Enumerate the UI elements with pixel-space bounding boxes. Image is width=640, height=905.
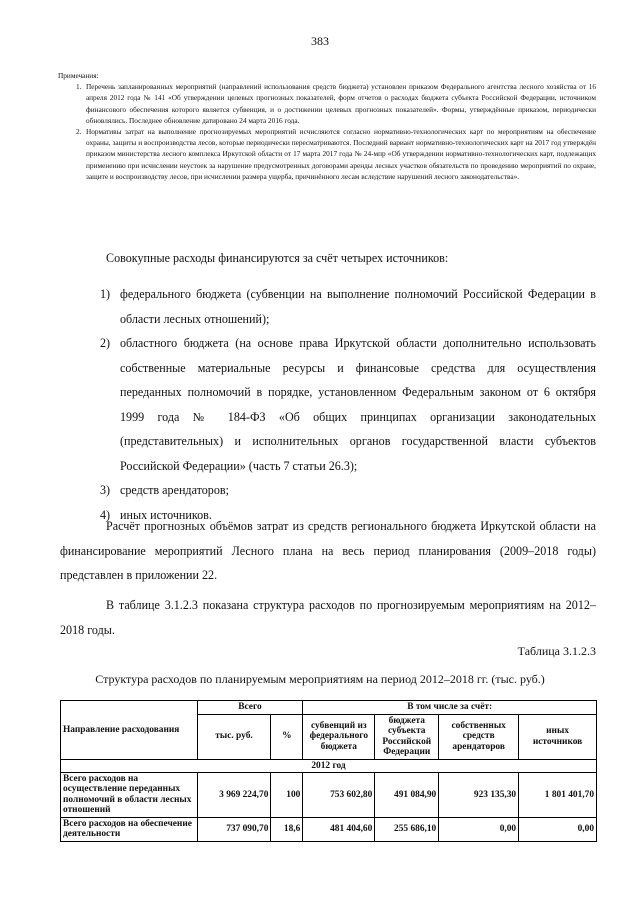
note-item	[58, 81, 596, 126]
list-item	[60, 282, 596, 331]
header-rub: тыс. руб.	[197, 714, 271, 759]
forecast-paragraph: Расчёт прогнозных объёмов затрат из средств регионального бюджета Иркутской области на финансирование мероприятий Лесного плана на весь период планирования (2009–2018 годы) представлен в приложении 22.	[60, 519, 596, 582]
header-direction: Направление расходования	[61, 701, 198, 760]
header-percent: %	[271, 714, 303, 759]
note-number: 2.	[76, 127, 82, 137]
header-total: Всего	[197, 701, 303, 715]
notes-block	[58, 70, 596, 182]
cell-regional: 491 084,90	[375, 772, 439, 817]
table-caption: Структура расходов по планируемым мероприятиям на период 2012–2018 гг. (тыс. руб.)	[95, 672, 545, 686]
cell-other: 0,00	[519, 817, 597, 841]
header-including: В том числе за счёт:	[303, 701, 597, 715]
list-marker: 4)	[100, 507, 111, 522]
row-label: Всего расходов на обеспечение деятельности	[61, 817, 198, 841]
list-item	[60, 331, 596, 478]
cell-regional: 255 686,10	[375, 817, 439, 841]
list-text: областного бюджета (на основе права Иркутской области дополнительно использовать собственные материальные ресурсы и финансовые средства для осуществления переданных полномочий в порядке, установленном Федеральным законом от 6 октября 1999 года № 184-ФЗ «Об общих принципах организации законодательных (представительных) и исполнительных органов государственной власти субъектов Российской Федерации» (часть 7 статьи 26.3);	[120, 336, 596, 473]
header-tenants: собственных средств арендаторов	[439, 714, 519, 759]
intro-paragraph: Совокупные расходы финансируются за счёт четырех источников:	[106, 251, 449, 265]
cell-percent: 100	[271, 772, 303, 817]
note-item	[58, 126, 596, 182]
year-row	[61, 759, 597, 772]
table-reference-paragraph: В таблице 3.1.2.3 показана структура расходов по прогнозируемым мероприятиям на 2012–2018 годы.	[60, 598, 596, 637]
cell-percent: 18,6	[271, 817, 303, 841]
list-text: федерального бюджета (субвенции на выполнение полномочий Российской Федерации в области лесных отношений);	[120, 287, 596, 326]
header-other: иных источников	[519, 714, 597, 759]
list-item	[60, 478, 596, 503]
header-subventions: субвенций из федерального бюджета	[303, 714, 375, 759]
cell-tenants: 0,00	[439, 817, 519, 841]
note-number: 1.	[76, 82, 82, 92]
table-header-row	[61, 701, 597, 715]
list-marker: 1)	[100, 287, 111, 301]
list-text: иных источников.	[120, 507, 212, 522]
table-row	[61, 772, 597, 817]
page-number: 383	[311, 34, 329, 48]
cell-rub: 3 969 224,70	[197, 772, 271, 817]
expenses-table	[60, 700, 597, 842]
list-marker: 3)	[100, 483, 111, 497]
header-regional: бюджета субъекта Российской Федерации	[375, 714, 439, 759]
note-text: Перечень запланированных мероприятий (направлений использования средств бюджета) установлен приказом Федерального агентства лесного хозяйства от 16 апреля 2012 года № 141 «Об утверждении целевых прогнозных показателей, форм отчетов о расходах бюджета субъекта Российской Федерации, источником финансового обеспечения которого является субвенция, и о достижении целевых прогнозных показателей». Формы, утверждённые приказом, периодически обновлялись. Последнее обновление датировано 24 марта 2016 года.	[86, 82, 596, 125]
cell-subventions: 753 602,80	[303, 772, 375, 817]
row-label: Всего расходов на осуществление переданных полномочий в области лесных отношений	[61, 772, 198, 817]
sources-list	[60, 282, 596, 527]
note-text: Нормативы затрат на выполнение прогнозируемых мероприятий исчисляются согласно нормативно-технологических карт по мероприятиям на обеспечение охраны, защиты и воспроизводства лесов, которые периодически пересматриваются. Последний вариант нормативно-технологических карт на 2017 год утверждён приказом министерства лесного комплекса Иркутской области от 17 марта 2017 года № 24-мпр «Об утверждении нормативно-технологических карт, подлежащих применению при исчислении неустоек за нарушение предусмотренных договорами аренды лесных участков обязательств по проведению мероприятий по охране, защите и воспроизводству лесов, при исчислении размера ущерба, причинённого лесам вследствие нарушений лесного законодательства».	[86, 127, 596, 181]
cell-tenants: 923 135,30	[439, 772, 519, 817]
year-label: 2012 год	[61, 759, 597, 772]
notes-title: Примечания:	[58, 71, 99, 80]
cell-subventions: 481 404,60	[303, 817, 375, 841]
table-row	[61, 817, 597, 841]
list-text: средств арендаторов;	[120, 483, 229, 497]
cell-rub: 737 090,70	[197, 817, 271, 841]
cell-other: 1 801 401,70	[519, 772, 597, 817]
table-number: Таблица 3.1.2.3	[517, 644, 596, 658]
list-marker: 2)	[100, 336, 111, 350]
